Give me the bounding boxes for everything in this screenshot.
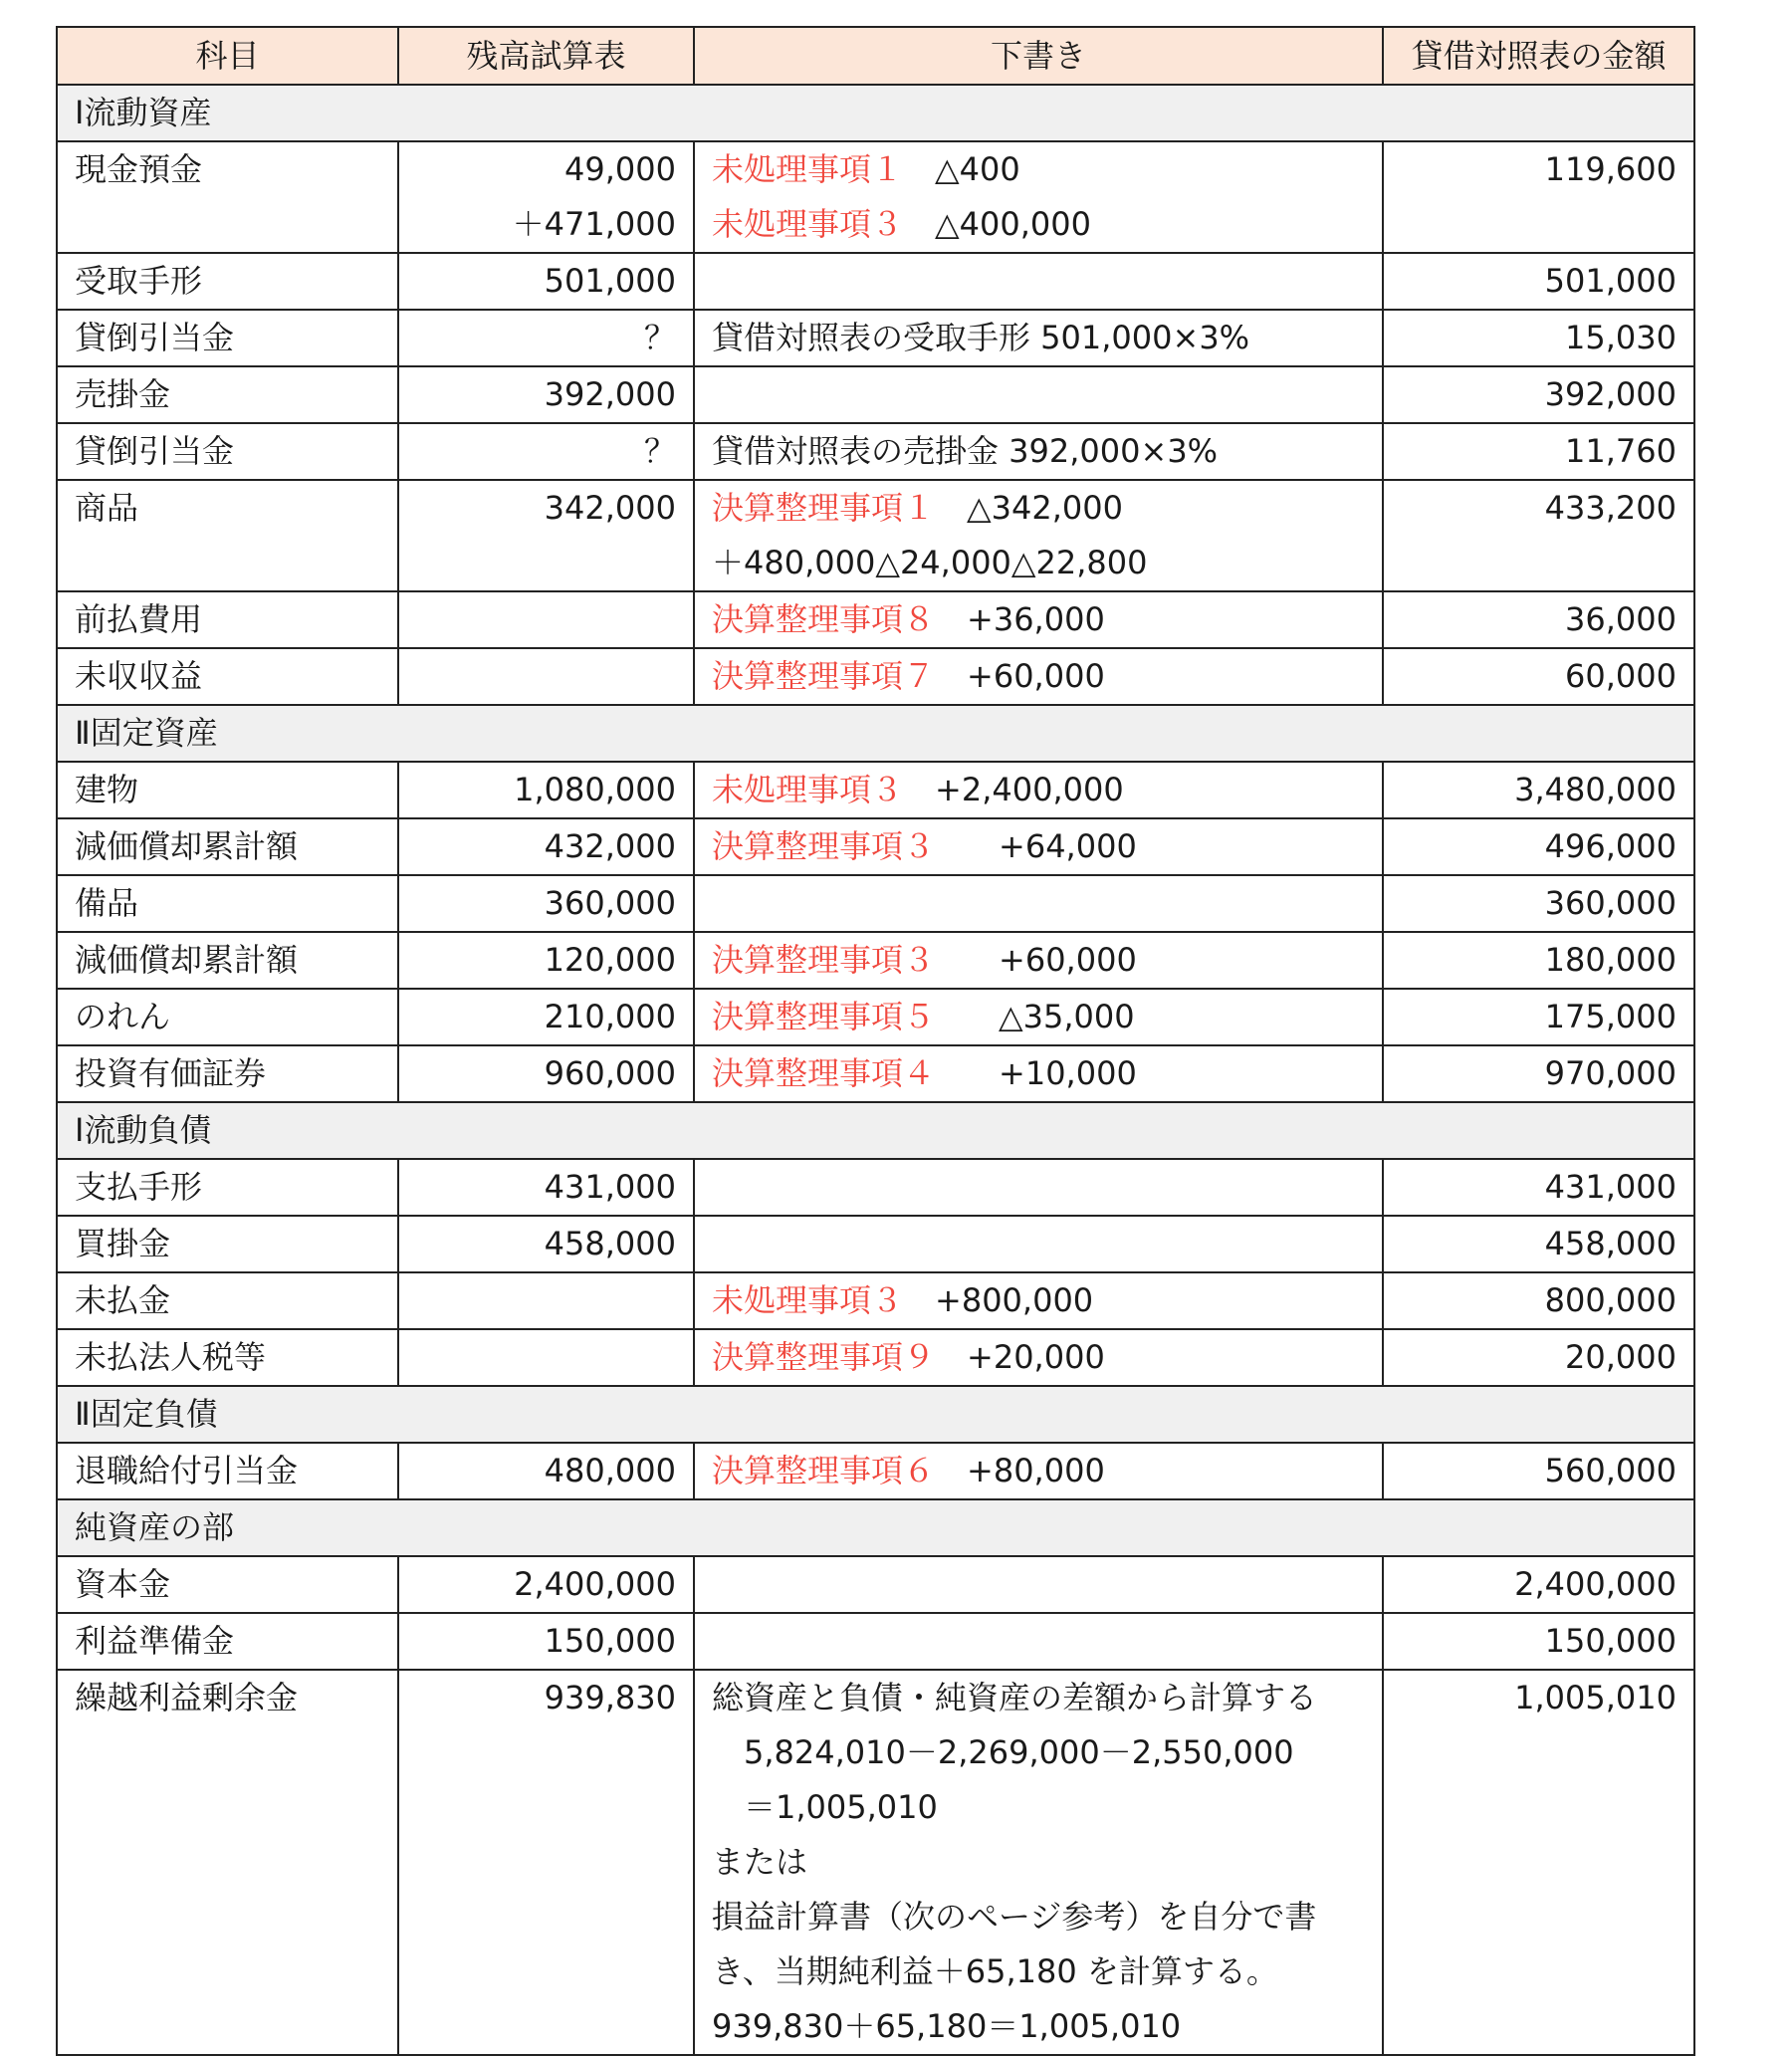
- table-body: [57, 85, 1694, 2055]
- balance-sheet-value: 180,000: [1544, 941, 1677, 979]
- blank-line: [712, 1614, 1365, 1669]
- balance-sheet-value: 3,480,000: [1514, 771, 1677, 808]
- draft-notes-cell: [694, 1329, 1383, 1386]
- draft-note-line: [712, 933, 1365, 988]
- trial-balance-value: ＋471,000: [512, 205, 676, 243]
- balance-sheet-value: 2,400,000: [1514, 1565, 1677, 1603]
- balance-sheet-amount: [1383, 310, 1694, 366]
- draft-notes-cell: [694, 818, 1383, 875]
- section-header-row: [57, 1386, 1694, 1443]
- draft-notes-cell: [694, 1159, 1383, 1216]
- draft-note-line: [712, 1890, 1365, 1944]
- balance-sheet-value: 150,000: [1544, 1622, 1677, 1660]
- note-text: 総資産と負債・純資産の差額から計算する: [712, 1679, 1318, 1716]
- trial-balance-cell: [398, 818, 694, 875]
- trial-balance-cell: [398, 253, 694, 310]
- trial-balance-cell: [398, 591, 694, 648]
- draft-note-line: [712, 481, 1365, 536]
- balance-sheet-amount: [1383, 818, 1694, 875]
- trial-balance-cell: [398, 1329, 694, 1386]
- adjustment-reference: 決算整理事項１: [712, 489, 936, 527]
- draft-notes-cell: [694, 762, 1383, 818]
- note-text: △400: [903, 150, 1020, 188]
- balance-sheet-value: 20,000: [1565, 1338, 1677, 1376]
- account-name: 繰越利益剰余金: [57, 1670, 398, 2055]
- table-row: [57, 480, 1694, 591]
- note-text: +80,000: [935, 1452, 1105, 1489]
- draft-notes-cell: [694, 591, 1383, 648]
- adjustment-reference: 決算整理事項５: [712, 998, 936, 1035]
- blank-line: [416, 649, 676, 704]
- adjustment-reference: 未処理事項３: [712, 771, 904, 808]
- note-text: △35,000: [935, 998, 1135, 1035]
- trial-balance-cell: [398, 1556, 694, 1613]
- draft-notes-cell: [694, 932, 1383, 989]
- note-text: 939,830＋65,180＝1,005,010: [712, 2007, 1182, 2045]
- blank-line: [712, 1557, 1365, 1612]
- note-text: 損益計算書（次のページ参考）を自分で書: [712, 1898, 1317, 1936]
- table-row: [57, 253, 1694, 310]
- balance-sheet-value: 392,000: [1544, 375, 1677, 413]
- draft-notes-cell: [694, 310, 1383, 366]
- note-text: +60,000: [935, 657, 1105, 695]
- draft-notes-cell: [694, 989, 1383, 1045]
- trial-balance-value: 480,000: [544, 1452, 676, 1489]
- balance-sheet-amount: [1383, 989, 1694, 1045]
- section-header-row: [57, 1499, 1694, 1556]
- draft-notes-cell: [694, 1272, 1383, 1329]
- trial-balance-value: 501,000: [544, 262, 676, 300]
- trial-balance-value: 49,000: [564, 150, 676, 188]
- trial-balance-cell: [398, 1159, 694, 1216]
- note-text: または: [712, 1843, 808, 1881]
- blank-line: [712, 1217, 1365, 1271]
- draft-notes-cell: [694, 141, 1383, 253]
- blank-line: [416, 592, 676, 647]
- balance-sheet-value: 36,000: [1565, 600, 1677, 638]
- draft-note-line: [712, 1835, 1365, 1890]
- blank-line: [416, 1725, 676, 1780]
- draft-notes-cell: [694, 366, 1383, 423]
- draft-note-line: [712, 197, 1365, 252]
- balance-sheet-amount: [1383, 423, 1694, 480]
- draft-note-line: [712, 592, 1365, 647]
- balance-sheet-value: 431,000: [1544, 1168, 1677, 1206]
- draft-note-line: [712, 763, 1365, 817]
- balance-sheet-value: 360,000: [1544, 884, 1677, 922]
- trial-balance-value: 1,080,000: [514, 771, 676, 808]
- table-row: [57, 1556, 1694, 1613]
- section-title: Ⅰ流動資産: [57, 85, 1694, 141]
- section-title: Ⅰ流動負債: [57, 1102, 1694, 1159]
- account-name: 支払手形: [57, 1159, 398, 1216]
- trial-balance-cell: [398, 1443, 694, 1499]
- table-row: [57, 1329, 1694, 1386]
- note-text: △400,000: [903, 205, 1091, 243]
- balance-sheet-amount: [1383, 141, 1694, 253]
- blank-line: [416, 1780, 676, 1835]
- note-text: +20,000: [935, 1338, 1105, 1376]
- blank-line: [416, 1999, 676, 2054]
- account-name: 資本金: [57, 1556, 398, 1613]
- trial-balance-value: 960,000: [544, 1054, 676, 1092]
- balance-sheet-value: 560,000: [1544, 1452, 1677, 1489]
- trial-balance-cell: [398, 366, 694, 423]
- adjustment-reference: 決算整理事項６: [712, 1452, 936, 1489]
- balance-sheet-value: 15,030: [1565, 319, 1677, 356]
- blank-line: [416, 1330, 676, 1385]
- account-name: 利益準備金: [57, 1613, 398, 1670]
- note-text: +10,000: [935, 1054, 1137, 1092]
- blank-line: [416, 1944, 676, 1999]
- balance-sheet-value: 175,000: [1544, 998, 1677, 1035]
- blank-line: [712, 1160, 1365, 1215]
- note-text: +2,400,000: [903, 771, 1124, 808]
- account-name: 売掛金: [57, 366, 398, 423]
- trial-balance-cell: [398, 648, 694, 705]
- balance-sheet-amount: [1383, 1216, 1694, 1272]
- table-row: [57, 1613, 1694, 1670]
- trial-balance-value: 210,000: [544, 998, 676, 1035]
- account-name: 減価償却累計額: [57, 818, 398, 875]
- blank-line: [416, 1273, 676, 1328]
- note-text: 5,824,010－2,269,000－2,550,000: [712, 1733, 1294, 1771]
- adjustment-reference: 決算整理事項８: [712, 600, 936, 638]
- table-row: [57, 1159, 1694, 1216]
- balance-sheet-amount: [1383, 1556, 1694, 1613]
- table-row: [57, 762, 1694, 818]
- header-trial-balance: 残高試算表: [398, 27, 694, 85]
- table-row: [57, 875, 1694, 932]
- account-name: 建物: [57, 762, 398, 818]
- draft-notes-cell: [694, 1443, 1383, 1499]
- adjustment-reference: 未処理事項３: [712, 205, 904, 243]
- balance-sheet-worksheet: [56, 26, 1695, 2056]
- note-text: ＋480,000△24,000△22,800: [712, 544, 1148, 581]
- draft-notes-cell: [694, 875, 1383, 932]
- trial-balance-value: 432,000: [544, 827, 676, 865]
- draft-note-line: [712, 1944, 1365, 1999]
- balance-sheet-value: 458,000: [1544, 1225, 1677, 1262]
- balance-sheet-amount: [1383, 648, 1694, 705]
- draft-notes-cell: [694, 1045, 1383, 1102]
- trial-balance-cell: [398, 423, 694, 480]
- draft-notes-cell: [694, 1670, 1383, 2055]
- trial-balance-value: 431,000: [544, 1168, 676, 1206]
- draft-note-line: [712, 142, 1365, 197]
- balance-sheet-amount: [1383, 480, 1694, 591]
- balance-sheet-amount: [1383, 1613, 1694, 1670]
- table-row: [57, 818, 1694, 875]
- section-title: 純資産の部: [57, 1499, 1694, 1556]
- header-row: [57, 27, 1694, 85]
- account-name: 前払費用: [57, 591, 398, 648]
- trial-balance-value: 150,000: [544, 1622, 676, 1660]
- trial-balance-cell: [398, 480, 694, 591]
- account-name: 未払金: [57, 1272, 398, 1329]
- note-text: き、当期純利益＋65,180 を計算する。: [712, 1952, 1278, 1990]
- draft-note-line: [712, 649, 1365, 704]
- draft-note-line: [712, 1444, 1365, 1498]
- trial-balance-value: 392,000: [544, 375, 676, 413]
- trial-balance-cell: [398, 141, 694, 253]
- draft-notes-cell: [694, 480, 1383, 591]
- draft-note-line: [712, 424, 1365, 479]
- trial-balance-cell: [398, 1045, 694, 1102]
- blank-line: [712, 876, 1365, 931]
- table-row: [57, 591, 1694, 648]
- note-text: +64,000: [935, 827, 1137, 865]
- table-row: [57, 1670, 1694, 2055]
- account-name: 商品: [57, 480, 398, 591]
- section-header-row: [57, 1102, 1694, 1159]
- blank-line: [416, 1835, 676, 1890]
- trial-balance-value: ？: [643, 432, 676, 470]
- table-row: [57, 989, 1694, 1045]
- blank-line: [712, 254, 1365, 309]
- balance-sheet-amount: [1383, 932, 1694, 989]
- trial-balance-cell: [398, 762, 694, 818]
- draft-notes-cell: [694, 648, 1383, 705]
- balance-sheet-value: 800,000: [1544, 1281, 1677, 1319]
- trial-balance-value: ？: [643, 319, 676, 356]
- note-text: ＝1,005,010: [712, 1788, 938, 1826]
- draft-notes-cell: [694, 1556, 1383, 1613]
- adjustment-reference: 決算整理事項９: [712, 1338, 936, 1376]
- draft-note-line: [712, 819, 1365, 874]
- balance-sheet-value: 433,200: [1544, 489, 1677, 527]
- draft-note-line: [712, 1330, 1365, 1385]
- balance-sheet-amount: [1383, 762, 1694, 818]
- balance-sheet-amount: [1383, 591, 1694, 648]
- trial-balance-cell: [398, 1613, 694, 1670]
- section-title: Ⅱ固定資産: [57, 705, 1694, 762]
- adjustment-reference: 決算整理事項４: [712, 1054, 936, 1092]
- section-header-row: [57, 85, 1694, 141]
- trial-balance-value: 2,400,000: [514, 1565, 676, 1603]
- balance-sheet-amount: [1383, 253, 1694, 310]
- balance-sheet-value: 60,000: [1565, 657, 1677, 695]
- trial-balance-cell: [398, 1670, 694, 2055]
- draft-notes-cell: [694, 1613, 1383, 1670]
- account-name: 貸倒引当金: [57, 310, 398, 366]
- account-name: のれん: [57, 989, 398, 1045]
- trial-balance-value: 360,000: [544, 884, 676, 922]
- account-name: 備品: [57, 875, 398, 932]
- table-row: [57, 1272, 1694, 1329]
- table-row: [57, 648, 1694, 705]
- table-row: [57, 932, 1694, 989]
- balance-sheet-amount: [1383, 1670, 1694, 2055]
- draft-note-line: [712, 311, 1365, 365]
- trial-balance-cell: [398, 1272, 694, 1329]
- balance-sheet-amount: [1383, 1329, 1694, 1386]
- note-text: +800,000: [903, 1281, 1094, 1319]
- trial-balance-cell: [398, 932, 694, 989]
- trial-balance-value: 120,000: [544, 941, 676, 979]
- account-name: 未収収益: [57, 648, 398, 705]
- draft-note-line: [712, 536, 1365, 590]
- account-name: 貸倒引当金: [57, 423, 398, 480]
- account-name: 現金預金: [57, 141, 398, 253]
- balance-sheet-value: 496,000: [1544, 827, 1677, 865]
- account-name: 受取手形: [57, 253, 398, 310]
- balance-sheet-amount: [1383, 1159, 1694, 1216]
- blank-line: [712, 367, 1365, 422]
- trial-balance-value: 458,000: [544, 1225, 676, 1262]
- section-header-row: [57, 705, 1694, 762]
- adjustment-reference: 未処理事項１: [712, 150, 904, 188]
- balance-sheet-amount: [1383, 366, 1694, 423]
- adjustment-reference: 決算整理事項３: [712, 941, 936, 979]
- account-name: 未払法人税等: [57, 1329, 398, 1386]
- balance-sheet-value: 11,760: [1565, 432, 1677, 470]
- trial-balance-value: 342,000: [544, 489, 676, 527]
- draft-note-line: [712, 1273, 1365, 1328]
- balance-sheet-amount: [1383, 1443, 1694, 1499]
- blank-line: [416, 1890, 676, 1944]
- adjustment-reference: 決算整理事項７: [712, 657, 936, 695]
- draft-note-line: [712, 1725, 1365, 1780]
- draft-note-line: [712, 1780, 1365, 1835]
- balance-sheet-value: 501,000: [1544, 262, 1677, 300]
- draft-note-line: [712, 1999, 1365, 2054]
- draft-notes-cell: [694, 1216, 1383, 1272]
- note-text: +60,000: [935, 941, 1137, 979]
- table-row: [57, 423, 1694, 480]
- blank-line: [416, 536, 676, 590]
- account-name: 減価償却累計額: [57, 932, 398, 989]
- balance-sheet-amount: [1383, 875, 1694, 932]
- table-row: [57, 1443, 1694, 1499]
- balance-sheet-amount: [1383, 1045, 1694, 1102]
- note-text: 貸借対照表の売掛金 392,000×3%: [712, 432, 1219, 470]
- trial-balance-cell: [398, 875, 694, 932]
- account-name: 退職給付引当金: [57, 1443, 398, 1499]
- table-row: [57, 141, 1694, 253]
- note-text: △342,000: [935, 489, 1123, 527]
- draft-note-line: [712, 1046, 1365, 1101]
- account-name: 買掛金: [57, 1216, 398, 1272]
- account-name: 投資有価証券: [57, 1045, 398, 1102]
- adjustment-reference: 決算整理事項３: [712, 827, 936, 865]
- trial-balance-cell: [398, 989, 694, 1045]
- trial-balance-cell: [398, 1216, 694, 1272]
- draft-note-line: [712, 1671, 1365, 1725]
- section-title: Ⅱ固定負債: [57, 1386, 1694, 1443]
- trial-balance-cell: [398, 310, 694, 366]
- table-row: [57, 366, 1694, 423]
- note-text: +36,000: [935, 600, 1105, 638]
- trial-balance-value: 939,830: [544, 1679, 676, 1716]
- header-account: 科目: [57, 27, 398, 85]
- draft-note-line: [712, 990, 1365, 1044]
- balance-sheet-amount: [1383, 1272, 1694, 1329]
- balance-sheet-value: 970,000: [1544, 1054, 1677, 1092]
- table-row: [57, 1045, 1694, 1102]
- adjustment-reference: 未処理事項３: [712, 1281, 904, 1319]
- balance-sheet-value: 1,005,010: [1514, 1679, 1677, 1716]
- header-balance-sheet-amount: 貸借対照表の金額: [1383, 27, 1694, 85]
- balance-sheet-value: 119,600: [1544, 150, 1677, 188]
- table-row: [57, 310, 1694, 366]
- draft-notes-cell: [694, 423, 1383, 480]
- note-text: 貸借対照表の受取手形 501,000×3%: [712, 319, 1250, 356]
- table-row: [57, 1216, 1694, 1272]
- draft-notes-cell: [694, 253, 1383, 310]
- header-draft: 下書き: [694, 27, 1383, 85]
